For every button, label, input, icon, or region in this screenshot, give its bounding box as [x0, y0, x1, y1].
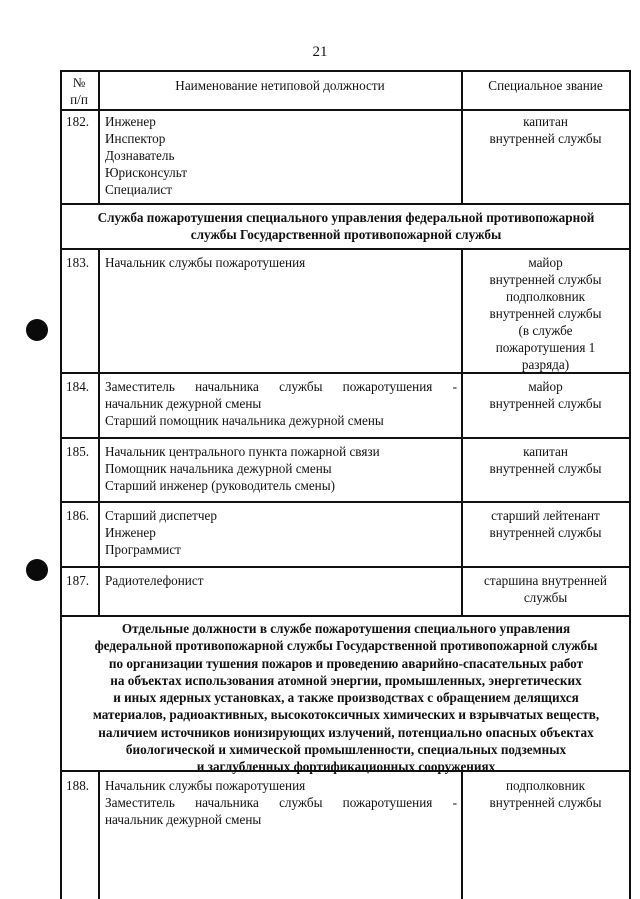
header-num-symbol: № [72, 75, 86, 90]
rank-cell [462, 378, 629, 412]
position-item: Старший диспетчер [105, 508, 217, 523]
row-185-bottom-border [60, 501, 631, 503]
row-number: 182. [66, 114, 90, 129]
col-num-divider [98, 770, 100, 899]
header-bottom-border [60, 109, 631, 111]
col-num-divider [98, 248, 100, 616]
row-186-bottom-border [60, 566, 631, 568]
rank-line: майор [528, 379, 563, 394]
rank-cell [462, 254, 629, 373]
section-heading-line: на объектах использования атомной энергии, промышленных, энергетических [110, 672, 582, 688]
header-num-label [60, 74, 98, 108]
header-name-label: Наименование нетиповой должности [175, 78, 385, 93]
rank-line: пожаротушения 1 [495, 340, 596, 355]
rank-cell [462, 443, 629, 477]
word: пожаротушения [342, 379, 433, 394]
rank-line: подполковник [505, 289, 586, 304]
rank-line: подполковник [505, 778, 586, 793]
rank-line: майор [528, 255, 563, 270]
header-rank-label: Специальное звание [488, 78, 603, 93]
position-item-justified [105, 794, 457, 811]
rank-line: капитан [523, 114, 568, 129]
section-heading [62, 209, 630, 244]
position-item: Старший инженер (руководитель смены) [105, 478, 335, 493]
word: - [452, 379, 457, 394]
section-heading-line: биологической и химической промышленности, специальных подземных [125, 742, 567, 758]
row-number: 185. [66, 444, 90, 459]
rank-line: старший лейтенант [491, 508, 600, 523]
position-list [105, 113, 187, 198]
position-item-justified [105, 378, 457, 395]
section-heading-line: наличием источников ионизирующих излучений, потенциально опасных объектах [98, 724, 594, 740]
position-item: Юрисконсульт [105, 165, 187, 180]
rank-cell [462, 113, 629, 147]
row-187-bottom-border [60, 615, 631, 617]
section-heading-line: федеральной противопожарной службы Государственной противопожарной службы [94, 638, 598, 654]
rank-line: службы [523, 590, 568, 605]
section-heading-line: по организации тушения пожаров и проведению аварийно-спасательных работ [108, 655, 584, 671]
table-top-border [60, 70, 631, 72]
page-number: 21 [312, 44, 328, 60]
row-number: 187. [66, 573, 90, 588]
position-item: Радиотелефонист [105, 573, 204, 588]
position-list [105, 572, 203, 589]
rank-line: капитан [523, 444, 568, 459]
section-heading-line: и иных ядерных установках, а также производствах с обращением делящихся [113, 690, 579, 706]
section-heading-line: Служба пожаротушения специального управления федеральной противопожарной [97, 210, 595, 225]
word: начальника [195, 795, 259, 810]
header-num-abbrev: п/п [70, 92, 88, 107]
position-item: начальник дежурной смены [105, 396, 262, 411]
section-heading-line: и заглубленных фортификационных сооружениях [196, 759, 496, 775]
row-number: 183. [66, 255, 90, 270]
word: Заместитель [105, 795, 175, 810]
position-item: Помощник начальника дежурной смены [105, 461, 332, 476]
position-item: Начальник службы пожаротушения [105, 778, 306, 793]
rank-line: внутренней службы [489, 396, 602, 411]
word: - [452, 795, 457, 810]
position-item: Программист [105, 542, 181, 557]
position-list [105, 777, 457, 828]
word: Заместитель [105, 379, 175, 394]
position-list [105, 507, 217, 558]
punch-hole-mark [26, 559, 48, 581]
word: службы [279, 795, 323, 810]
rank-cell [462, 507, 629, 541]
row-number: 188. [66, 778, 90, 793]
row-number: 186. [66, 508, 90, 523]
position-list [105, 254, 305, 271]
rank-line: внутренней службы [489, 461, 602, 476]
rank-line: (в службе [518, 323, 573, 338]
position-item: Дознаватель [105, 148, 175, 163]
position-item: Инженер [105, 114, 156, 129]
section-heading-line: службы Государственной противопожарной службы [190, 227, 502, 243]
punch-hole-mark [26, 319, 48, 341]
position-item: Инженер [105, 525, 156, 540]
rank-line: внутренней службы [489, 525, 602, 540]
position-item: Начальник центрального пункта пожарной связи [105, 444, 380, 459]
section-heading-line: материалов, радиоактивных, высокотоксичных химических и взрывчатых веществ, [92, 707, 600, 723]
row-184-bottom-border [60, 437, 631, 439]
position-list [105, 443, 380, 494]
position-item: Специалист [105, 182, 173, 197]
section-heading-line: Отдельные должности в службе пожаротушения специального управления [121, 621, 571, 636]
row-number: 184. [66, 379, 90, 394]
rank-line: внутренней службы [489, 272, 602, 287]
word: пожаротушения [342, 795, 433, 810]
rank-line: внутренней службы [489, 131, 602, 146]
row-182-bottom-border [60, 203, 631, 205]
section-heading [62, 620, 630, 776]
rank-line: внутренней службы [489, 306, 602, 321]
rank-cell [462, 572, 629, 606]
position-item: Инспектор [105, 131, 166, 146]
position-list [105, 378, 457, 429]
rank-line: старшина внутренней [484, 573, 607, 588]
position-item: Старший помощник начальника дежурной смены [105, 413, 384, 428]
word: начальника [195, 379, 259, 394]
rank-line: разряда) [521, 357, 570, 372]
section1-bottom-border [60, 248, 631, 250]
position-item: Начальник службы пожаротушения [105, 255, 306, 270]
rank-line: внутренней службы [489, 795, 602, 810]
rank-cell [462, 777, 629, 811]
word: службы [279, 379, 323, 394]
position-item: начальник дежурной смены [105, 812, 262, 827]
